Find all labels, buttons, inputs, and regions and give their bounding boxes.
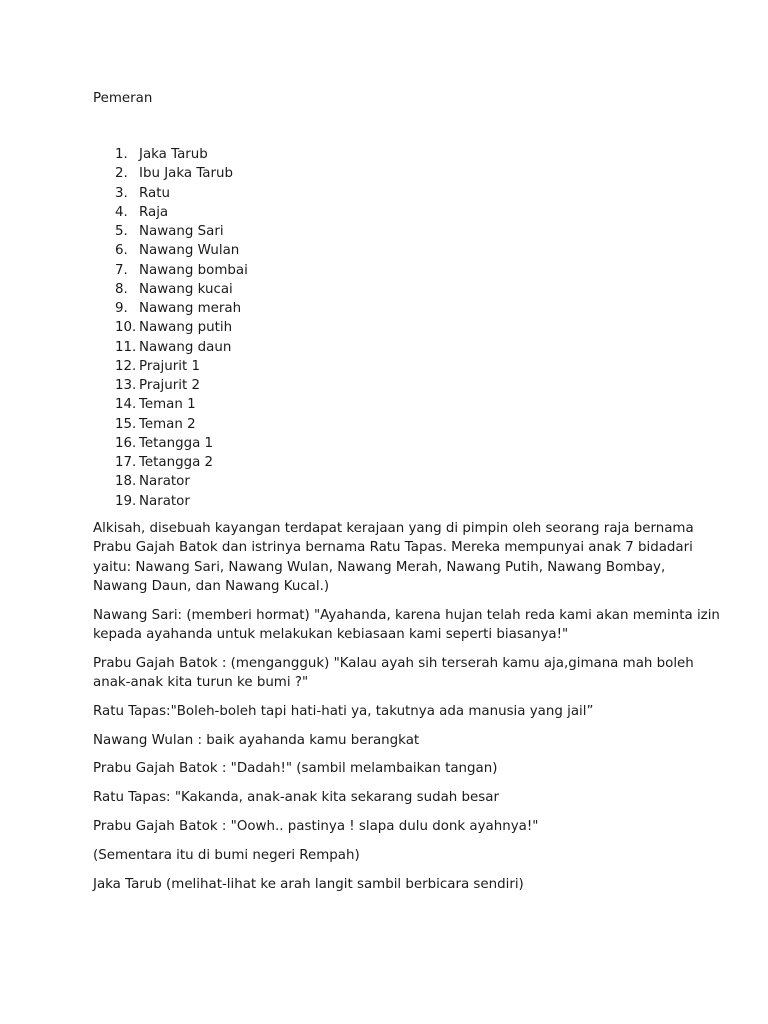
script-paragraph [93, 702, 693, 721]
paragraph-line: Ratu Tapas: "Kakanda, anak-anak kita sekarang sudah besar [93, 790, 499, 806]
paragraph-line: anak-anak kita turun ke bumi ?" [93, 675, 309, 691]
paragraph-line: Prabu Gajah Batok : "Oowh.. pastinya ! slapa dulu donk ayahnya!" [93, 819, 539, 835]
section-heading: Pemeran [93, 91, 153, 106]
list-item-name: Nawang putih [139, 320, 233, 336]
cast-list-item [93, 145, 248, 164]
cast-list-item [93, 164, 248, 183]
cast-list-item [93, 376, 248, 395]
list-item-name: Narator [139, 493, 190, 509]
cast-list-item [93, 357, 248, 376]
list-item-number: 9. [115, 301, 128, 316]
cast-list-item [93, 261, 248, 280]
list-item-number: 1. [115, 147, 128, 162]
list-item-number: 2. [115, 166, 128, 182]
paragraph-line: yaitu: Nawang Sari, Nawang Wulan, Nawang Merah, Nawang Putih, Nawang Bombay, [93, 559, 666, 575]
list-item-number: 6. [115, 243, 128, 259]
cast-list [93, 145, 248, 511]
script-paragraph [93, 788, 693, 807]
list-item-name: Prajurit 2 [139, 378, 201, 393]
cast-list-item [93, 184, 248, 203]
cast-list-item [93, 395, 248, 414]
cast-list-item [93, 338, 248, 357]
paragraph-line: Nawang Sari: (memberi hormat) "Ayahanda, karena hujan telah reda kami akan meminta izin [93, 607, 720, 623]
script-paragraph [93, 606, 720, 645]
list-item-name: Tetangga 1 [139, 435, 214, 451]
cast-list-item [93, 415, 248, 434]
script-body [93, 519, 720, 903]
paragraph-line: Prabu Gajah Batok dan istrinya bernama Ratu Tapas. Mereka mempunyai anak 7 bidadari [93, 540, 693, 556]
list-item-name: Tetangga 2 [139, 455, 214, 470]
paragraph-line: Nawang Daun, dan Nawang Kucal.) [93, 578, 330, 594]
list-item-name: Nawang bombai [139, 262, 248, 278]
script-paragraph [93, 519, 693, 596]
list-item-name: Raja [139, 204, 169, 220]
list-item-number: 5. [115, 224, 128, 239]
list-item-name: Ratu [139, 185, 170, 201]
paragraph-line: Prabu Gajah Batok : "Dadah!" (sambil melambaikan tangan) [93, 761, 498, 777]
list-item-number: 4. [115, 204, 128, 220]
list-item-name: Teman 1 [139, 397, 196, 413]
cast-list-item [93, 241, 248, 260]
list-item-number: 19. [115, 493, 137, 509]
list-item-name: Jaka Tarub [139, 147, 208, 162]
cast-list-item [93, 453, 248, 472]
script-paragraph [93, 817, 693, 836]
list-item-number: 17. [115, 455, 137, 470]
cast-list-item [93, 318, 248, 337]
paragraph-line: Nawang Wulan : baik ayahanda kamu berangkat [93, 732, 420, 748]
list-item-name: Nawang Sari [139, 224, 224, 239]
cast-list-item [93, 222, 248, 241]
script-paragraph [93, 654, 693, 693]
cast-list-item [93, 280, 248, 299]
cast-list-item [93, 434, 248, 453]
cast-list-item [93, 299, 248, 318]
list-item-name: Nawang Wulan [139, 243, 240, 259]
list-item-number: 10. [115, 320, 137, 336]
list-item-number: 16. [115, 435, 137, 451]
script-paragraph [93, 846, 693, 865]
script-paragraph [93, 731, 693, 750]
list-item-name: Ibu Jaka Tarub [139, 166, 233, 182]
list-item-number: 8. [115, 281, 128, 297]
cast-list-item [93, 203, 248, 222]
list-item-name: Nawang daun [139, 339, 232, 355]
script-paragraph [93, 875, 693, 894]
list-item-name: Teman 2 [139, 416, 196, 432]
list-item-number: 14. [115, 397, 137, 413]
paragraph-line: (Sementara itu di bumi negeri Rempah) [93, 847, 360, 863]
list-item-number: 11. [115, 339, 137, 355]
paragraph-line: Jaka Tarub (melihat-lihat ke arah langit sambil berbicara sendiri) [93, 876, 524, 892]
list-item-number: 13. [115, 378, 137, 393]
list-item-number: 12. [115, 358, 137, 374]
list-item-name: Prajurit 1 [139, 358, 201, 374]
list-item-number: 15. [115, 416, 137, 432]
script-paragraph [93, 759, 693, 778]
cast-list-item [93, 492, 248, 511]
paragraph-line: kepada ayahanda untuk melakukan kebiasaan kami seperti biasanya!" [93, 626, 569, 642]
cast-list-item [93, 472, 248, 491]
paragraph-line: Prabu Gajah Batok : (mengangguk) "Kalau ayah sih terserah kamu aja,gimana mah boleh [93, 655, 694, 671]
list-item-name: Nawang kucai [139, 281, 233, 297]
list-item-number: 3. [115, 185, 128, 201]
list-item-name: Narator [139, 474, 190, 490]
list-item-number: 18. [115, 474, 137, 490]
list-item-name: Nawang merah [139, 301, 242, 316]
list-item-number: 7. [115, 262, 128, 278]
paragraph-line: Alkisah, disebuah kayangan terdapat kerajaan yang di pimpin oleh seorang raja bernama [93, 521, 694, 536]
paragraph-line: Ratu Tapas:"Boleh-boleh tapi hati-hati ya, takutnya ada manusia yang jail” [93, 703, 594, 719]
